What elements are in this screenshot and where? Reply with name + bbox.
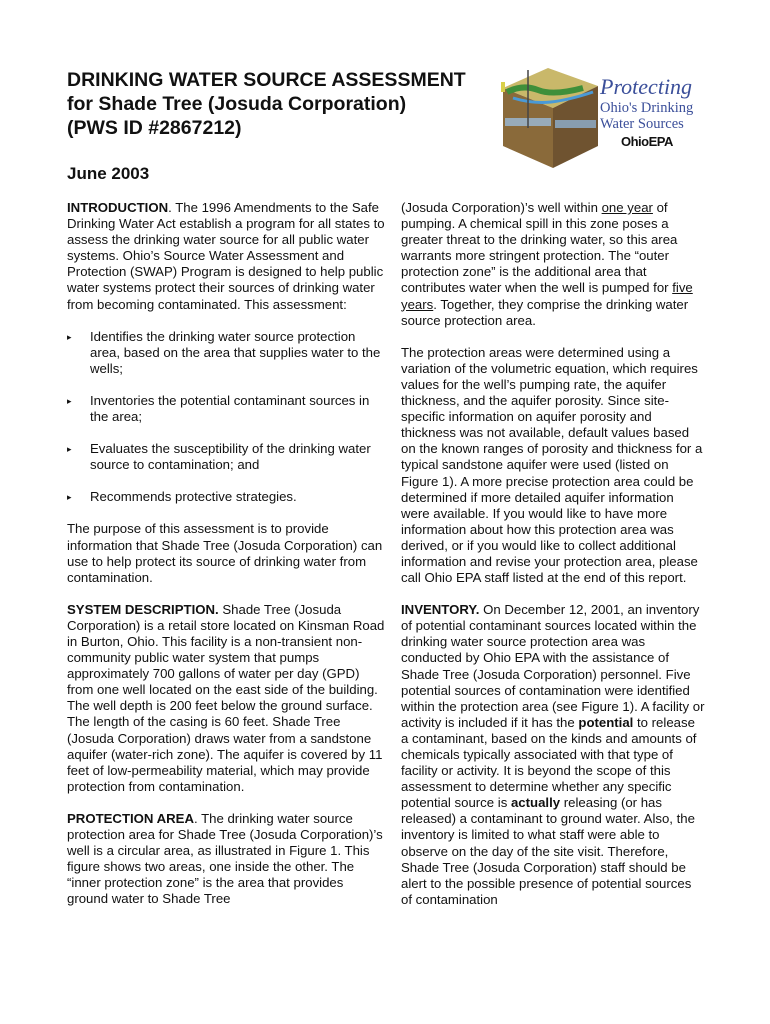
title-line-3: (PWS ID #2867212) (67, 117, 242, 139)
title-line-2: for Shade Tree (Josuda Corporation) (67, 93, 407, 115)
logo-ohios-drinking: Ohio's Drinking (600, 100, 694, 116)
terrain-block-icon (493, 58, 603, 178)
purpose-paragraph: The purpose of this assessment is to provide information that Shade Tree (Josuda Corporation) can use to help protect its source of drinking water from contamination. (67, 521, 383, 585)
ohio-epa-logo (493, 58, 709, 178)
bullet-arrow-icon: ▸ (67, 395, 72, 406)
report-date: June 2003 (67, 164, 150, 183)
bullet-arrow-icon: ▸ (67, 444, 72, 455)
one-year-text: one year (601, 200, 653, 215)
bullet-arrow-icon: ▸ (67, 331, 72, 342)
intro-paragraph (67, 200, 385, 313)
left-column (67, 200, 385, 923)
inventory-heading: INVENTORY. (401, 602, 480, 618)
right-column (401, 200, 705, 924)
actually-emphasis: actually (510, 795, 561, 811)
assessment-bullet-list (67, 329, 385, 506)
bullet-arrow-icon: ▸ (67, 492, 72, 503)
intro-heading: INTRODUCTION (67, 200, 169, 215)
protection-text: . The drinking water source protection area for Shade Tree (Josuda Corporation)’s well is a circular area, as illustrated in Figure 1. This figure shows two areas, one inside the other. The “inner protection zone” is the area that provides ground water to Shade Tree (67, 810, 383, 907)
logo-water-sources: Water Sources (600, 116, 684, 132)
protection-area-paragraph (67, 811, 385, 908)
document-title (67, 68, 487, 140)
system-text: Shade Tree (Josuda Corporation) is a retail store located on Kinsman Road in Burton, Ohio. This facility is a non-transient non-community public water system that pumps approximately 700 gallons of water per day (GPD) from one well located on the east side of the building. The well depth is 200 feet below the ground surface. The length of the casing is 60 feet. Shade Tree (Josuda Corporation) draws water from a sandstone aquifer (water-rich zone). The aquifer is covered by 11 feet of low-permeability material, which may provide protection from contamination. (67, 601, 385, 794)
list-item: ▸ Recommends protective strategies. (67, 489, 297, 505)
list-item: ▸ Evaluates the susceptibility of the drinking water source to contamination; and (67, 441, 371, 473)
system-description-paragraph (67, 602, 385, 795)
list-item: ▸ Identifies the drinking water source protection area, based on the area that supplies water to the wells; (67, 328, 381, 376)
system-heading: SYSTEM DESCRIPTION. (67, 601, 219, 617)
logo-ohio-epa: OhioEPA (621, 134, 673, 149)
intro-text: . The 1996 Amendments to the Safe Drinking Water Act establish a program for all states to assess the drinking water source for all public water systems. Ohio’s Source Water Assessment and Protection (SWAP) Program is designed to help public water systems protect their sources of drinking water from becoming contaminated. This assessment: (67, 200, 385, 312)
title-line-1: DRINKING WATER SOURCE ASSESSMENT (67, 69, 466, 91)
logo-protecting: Protecting (600, 74, 693, 99)
list-item: ▸ Inventories the potential contaminant sources in the area; (67, 392, 370, 425)
inventory-paragraph: INVENTORY. On December 12, 2001, an inventory of potential contaminant sources located within the drinking water source protection area was conducted by Ohio EPA with the assistance of Shade Tree (Josuda Corporation) personnel. Five potential sources of contamination were identified within the protection area (see Figure 1). A facility or activity is included if it has the potential to release a contaminant, based on the kinds and amounts of chemicals typically associated with that type of facility or activity. It is beyond the scope of this assessment to determine whether any specific potential source is actually releasing (or has released) a contaminant to ground water. Also, the inventory is limited to what staff were able to observe on the day of the site visit. Therefore, Shade Tree (Josuda Corporation) staff should be alert to the possible presence of potential sources of contamination (401, 602, 705, 907)
protection-heading: PROTECTION AREA (67, 810, 194, 826)
method-paragraph: The protection areas were determined using a variation of the volumetric equation, which requires values for the well’s pumping rate, the aquifer thickness, and the aquifer porosity. Since site-specific information on aquifer porosity and thickness was not available, default values based on the known ranges of porosity and thickness for a typical sandstone aquifer were used (listed on Figure 1). A more precise protection area could be determined if more detailed aquifer information were available. If you would like to have more information about how this protection area was derived, or if you would like to collect additional information and revise your protection area, please call Ohio EPA staff listed at the end of this report. (401, 344, 703, 586)
five-years-text: five years (401, 280, 693, 312)
protection-continued-paragraph: (Josuda Corporation)’s well within one year of pumping. A chemical spill in this zone poses a greater threat to the drinking water, so this area warrants more stringent protection. The “outer protection zone” is the additional area that contributes water when the well is pumped for five years. Together, they comprise the drinking water source protection area. (401, 200, 693, 328)
potential-emphasis: potential (578, 714, 634, 730)
